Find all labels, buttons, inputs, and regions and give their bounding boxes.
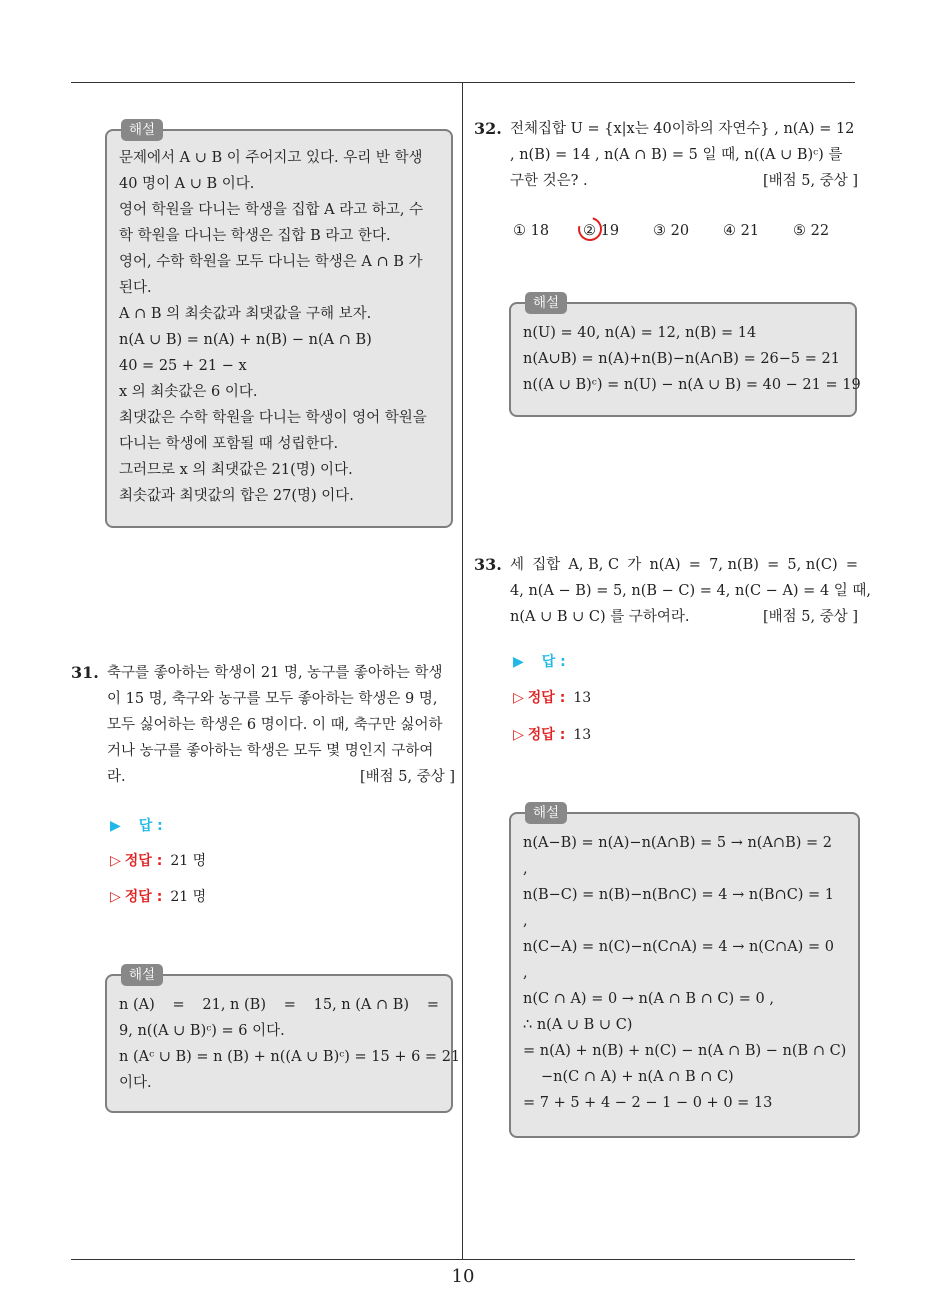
question-text: n(A ∪ B ∪ C) 를 구하여라. bbox=[510, 609, 690, 625]
correct-answer-33a bbox=[513, 687, 591, 709]
text-part: = bbox=[767, 557, 780, 573]
correct-answer-31b bbox=[110, 886, 206, 908]
bottom-rule bbox=[71, 1259, 855, 1260]
correct-value: 21 명 bbox=[170, 889, 207, 905]
outline-triangle-icon: ▷ bbox=[513, 727, 524, 743]
text-part: 세 bbox=[510, 557, 525, 573]
question-text bbox=[510, 552, 858, 578]
choice-1[interactable]: ① 18 bbox=[513, 223, 550, 239]
formula-part: = bbox=[283, 997, 296, 1013]
solution-line: 이다. bbox=[119, 1075, 152, 1091]
outline-triangle-icon: ▷ bbox=[110, 853, 121, 869]
question-32 bbox=[474, 116, 858, 194]
answer-label: 답 : bbox=[138, 818, 163, 834]
outline-triangle-icon: ▷ bbox=[513, 690, 524, 706]
choice-3[interactable]: ③ 20 bbox=[653, 223, 690, 239]
page-number: 10 bbox=[451, 1266, 475, 1287]
correct-value: 13 bbox=[573, 690, 592, 706]
formula-part: 15, n (A ∩ B) bbox=[313, 997, 410, 1013]
solution-line: n(B−C) = n(B)−n(B∩C) = 4 → n(B∩C) = 1 bbox=[523, 887, 835, 903]
formula-part: 21, n (B) bbox=[202, 997, 266, 1013]
solution-line: 40 명이 A ∪ B 이다. bbox=[119, 176, 255, 192]
solution-line: , bbox=[523, 913, 528, 929]
solution-line: n(U) = 40, n(A) = 12, n(B) = 14 bbox=[523, 325, 757, 341]
solution-line: n(C−A) = n(C)−n(C∩A) = 4 → n(C∩A) = 0 bbox=[523, 939, 834, 955]
question-text: 모두 싫어하는 학생은 6 명이다. 이 때, 축구만 싫어하 bbox=[107, 717, 443, 733]
solution-line: n(C ∩ A) = 0 → n(A ∩ B ∩ C) = 0 , bbox=[523, 991, 774, 1007]
solution-box-31 bbox=[105, 967, 461, 1113]
question-text: 축구를 좋아하는 학생이 21 명, 농구를 좋아하는 학생 bbox=[107, 665, 443, 681]
question-text: 전체집합 U = {x|x는 40이하의 자연수} , n(A) = 12 bbox=[510, 121, 855, 137]
solution-line: n(A ∪ B) = n(A) + n(B) − n(A ∩ B) bbox=[119, 332, 372, 348]
question-text-last bbox=[107, 764, 455, 790]
text-part: 집합 bbox=[532, 557, 561, 573]
solution-line: 영어, 수학 학원을 모두 다니는 학생은 A ∩ B 가 bbox=[119, 254, 423, 270]
formula-part: = bbox=[172, 997, 185, 1013]
correct-label: 정답 : bbox=[124, 853, 163, 869]
solution-line: 40 = 25 + 21 − x bbox=[119, 358, 247, 374]
solution-line: 된다. bbox=[119, 280, 152, 296]
formula-part: = bbox=[426, 997, 439, 1013]
question-number: 32. bbox=[474, 119, 502, 138]
answer-field-33[interactable] bbox=[513, 651, 566, 673]
solution-tag: 해설 bbox=[121, 964, 163, 986]
top-rule bbox=[71, 82, 855, 83]
text-part: 7, n(B) bbox=[709, 557, 759, 573]
text-part: 5, n(C) bbox=[787, 557, 838, 573]
question-text: , n(B) = 14 , n(A ∩ B) = 5 일 때, n((A ∪ B)ᶜ) 를 bbox=[510, 147, 843, 163]
question-text: 라. bbox=[107, 769, 126, 785]
score-label: [배점 5, 중상 ] bbox=[762, 609, 858, 625]
solution-line: n (Aᶜ ∪ B) = n (B) + n((A ∪ B)ᶜ) = 15 + 6 = 21 bbox=[119, 1049, 461, 1065]
solution-line: x 의 최솟값은 6 이다. bbox=[119, 384, 258, 400]
question-text: 거나 농구를 좋아하는 학생은 모두 몇 명인지 구하여 bbox=[107, 743, 434, 759]
choice-list bbox=[513, 219, 853, 243]
question-text: 4, n(A − B) = 5, n(B − C) = 4, n(C − A) = 4 일 때, bbox=[510, 583, 872, 599]
text-part: A, B, C bbox=[568, 557, 620, 573]
choice-4[interactable]: ④ 21 bbox=[723, 223, 760, 239]
solution-box-30 bbox=[105, 122, 453, 528]
solution-line: 다니는 학생에 포함될 때 성립한다. bbox=[119, 436, 339, 452]
text-part: n(A) bbox=[649, 557, 681, 573]
solution-line: 문제에서 A ∪ B 이 주어지고 있다. 우리 반 학생 bbox=[119, 150, 423, 166]
solution-line: n(A−B) = n(A)−n(A∩B) = 5 → n(A∩B) = 2 bbox=[523, 835, 832, 851]
solution-line: −n(C ∩ A) + n(A ∩ B ∩ C) bbox=[541, 1069, 734, 1085]
correct-value: 13 bbox=[573, 727, 592, 743]
solution-line: 그러므로 x 의 최댓값은 21(명) 이다. bbox=[119, 462, 353, 478]
question-text: 구한 것은? . bbox=[510, 173, 588, 189]
column-divider bbox=[462, 83, 463, 1259]
play-icon: ▶ bbox=[513, 654, 524, 670]
formula-part: n (A) bbox=[119, 997, 155, 1013]
correct-answer-33b bbox=[513, 724, 591, 746]
play-icon: ▶ bbox=[110, 818, 121, 834]
question-number: 31. bbox=[71, 663, 99, 682]
solution-line: 최솟값과 최댓값의 합은 27(명) 이다. bbox=[119, 488, 354, 504]
question-33 bbox=[474, 552, 872, 630]
question-text: 이 15 명, 축구와 농구를 모두 좋아하는 학생은 9 명, bbox=[107, 691, 438, 707]
choice-2[interactable]: ② 19 bbox=[583, 223, 620, 239]
correct-label: 정답 : bbox=[124, 889, 163, 905]
correct-value: 21 명 bbox=[170, 853, 207, 869]
score-label: [배점 5, 중상 ] bbox=[762, 173, 858, 189]
solution-line: 영어 학원을 다니는 학생을 집합 A 라고 하고, 수 bbox=[119, 202, 424, 218]
solution-line: 최댓값은 수학 학원을 다니는 학생이 영어 학원을 bbox=[119, 410, 427, 426]
solution-line: 9, n((A ∪ B)ᶜ) = 6 이다. bbox=[119, 1023, 285, 1039]
solution-box-32 bbox=[509, 295, 861, 417]
correct-answer-31a bbox=[110, 850, 206, 872]
solution-line: n(A∪B) = n(A)+n(B)−n(A∩B) = 26−5 = 21 bbox=[523, 351, 840, 367]
solution-line bbox=[119, 992, 439, 1018]
question-text-last bbox=[510, 168, 858, 194]
correct-label: 정답 : bbox=[527, 727, 566, 743]
text-part: = bbox=[845, 557, 858, 573]
correct-label: 정답 : bbox=[527, 690, 566, 706]
solution-line: ∴ n(A ∪ B ∪ C) bbox=[523, 1017, 633, 1033]
answer-field-31[interactable] bbox=[110, 815, 163, 837]
solution-tag: 해설 bbox=[525, 802, 567, 824]
choice-5[interactable]: ⑤ 22 bbox=[793, 223, 830, 239]
text-part: 가 bbox=[627, 557, 642, 573]
question-number: 33. bbox=[474, 555, 502, 574]
solution-line: = 7 + 5 + 4 − 2 − 1 − 0 + 0 = 13 bbox=[523, 1095, 773, 1111]
question-text-last bbox=[510, 604, 858, 630]
solution-tag: 해설 bbox=[121, 119, 163, 141]
outline-triangle-icon: ▷ bbox=[110, 889, 121, 905]
solution-line: , bbox=[523, 965, 528, 981]
solution-box-33 bbox=[509, 805, 860, 1138]
solution-line: = n(A) + n(B) + n(C) − n(A ∩ B) − n(B ∩ C) bbox=[523, 1043, 847, 1059]
solution-line: , bbox=[523, 861, 528, 877]
question-31 bbox=[71, 660, 455, 790]
text-part: = bbox=[688, 557, 701, 573]
solution-line: n((A ∪ B)ᶜ) = n(U) − n(A ∪ B) = 40 − 21 = 19 bbox=[523, 377, 861, 393]
solution-line: A ∩ B 의 최솟값과 최댓값을 구해 보자. bbox=[119, 306, 372, 322]
answer-label: 답 : bbox=[541, 654, 566, 670]
score-label: [배점 5, 중상 ] bbox=[359, 769, 455, 785]
solution-tag: 해설 bbox=[525, 292, 567, 314]
solution-line: 학 학원을 다니는 학생은 집합 B 라고 한다. bbox=[119, 228, 391, 244]
